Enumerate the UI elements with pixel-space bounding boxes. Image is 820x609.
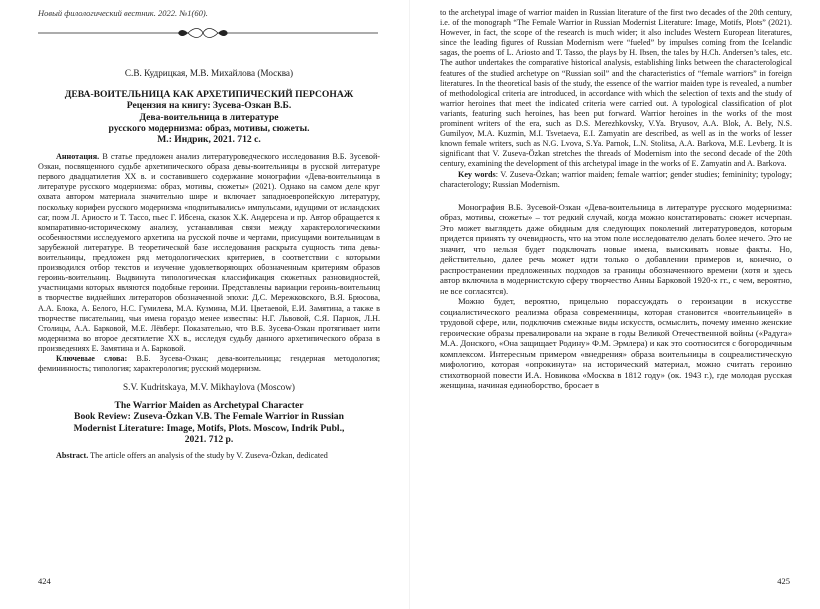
left-column <box>38 68 380 461</box>
title-en-line: 2021. 712 p. <box>184 433 234 445</box>
body-paragraph: Монография В.Б. Зусевой-Озкан «Дева-воительница в литературе русского модернизма: образ, мотивы, сюжеты» – тот редкий случай, когда можно констатировать: сюжет исчерпан. Это может выглядеть даже обидным для следующих поколений литературоведов, которым придется принять ту очевидность, что на этом поле исследователю делать более нечего. Это не значит, что нельзя будет подключать новые имена, выискивать новые факты. Но, действительно, далее речь может идти только о добавлении примеров и, конечно, о распространении предложенных подходов за границы обозначенного времени (хотя и здесь автор включила в модернистскую сферу творчество Анны Барковой 1920-х гг., с чем, вероятно, не все согласятся). <box>440 201 792 296</box>
running-head: Новый филологический вестник. 2022. №1(60). <box>38 8 208 18</box>
abstract-en-continued: to the archetypal image of warrior maiden in Russian literature of the first two decades of the 20th century, i.e. of the monograph “The Female Warrior in Russian Modernist Literature: Image, Motifs, Plots” (2021). However, in fact, the scope of the research is much wider; it also includes Western European literatures, since the leading figures of Russian Modernism were “fueled” by impulses coming from the Icelandic sagas, the poems of L. Ariosto and T. Tasso, the plays by H. Ibsen, the tales by H.Ch. Andersen’s tales, etc. The author undertakes the comparative historical analysis, establishing links between the characterological features of the studied archetype on “Russian soil” and the characteristics of “female warriors” in foreign literatures. In the theoretical basis of the study, the essence of the warrior maiden type is revealed, a number of methodological criteria are introduced, in accordance with which the selection of texts and the study of warrior heroines that meet the indicated criteria were carried out. A typological classification of plot variants, featuring such heroines, has been put forward. Warrior heroines in the works of the most prominent writers of the era, such as D.S. Merezhkovsky, V.Ya. Bryusov, A.A. Blok, A. Bely, N.S. Gumilyov, M.A. Kuzmin, M.I. Tsvetaeva, E.I. Zamyatin are described, as well as in the works of lesser known female writers, such as N.G. Lvova, S.Ya. Parnok, L.N. Stolitsa, A.A. Barkova, M.E. Levberg. It is significant that V. Zuseva-Özkan stretches the threads of Modernism into the second decade of the 20th century, examining the development of this archetypal image in the works of E. Zamyatin and A. Barkova. <box>440 8 792 169</box>
right-column <box>440 8 792 391</box>
title-ru <box>38 89 380 145</box>
keywords-en-label: Key words <box>458 169 496 179</box>
abstract-ru <box>38 152 380 354</box>
keywords-en <box>440 170 792 190</box>
abstract-en-label: Abstract. <box>56 451 89 461</box>
abstract-en-text: The article offers an analysis of the study by V. Zuseva-Özkan, dedicated <box>90 451 328 461</box>
authors-en: S.V. Kudritskaya, M.V. Mikhaylova (Moscow) <box>123 382 295 393</box>
title-en-line: The Warrior Maiden as Archetypal Character <box>114 400 304 412</box>
body-paragraph: Можно будет, вероятно, прицельно порассуждать о героизации в искусстве социалистического реализма образа современницы, которая становится «воительницей» в трудовой сфере, или, подключив смежные виды искусств, осмыслить, почему именно женские героические образы превалировали на экране в годы Великой Отечественной войны («Радуга» М.А. Донского, «Она защищает Родину» Ф.М. Эрмлера) и как это соотносится с богородичным комплексом. Интересным примером «внедрения» образа воительницы в соцреалистическую мифологию, которая «опрокинута» на исторический материал, можно считать героиню стихотворной повести И.А. Новикова «Москва в 1812 году» (ок. 1943 г.), где молодая русская женщина, начиная единоборство, бросает в <box>440 296 792 391</box>
title-en-line: Book Review: Zuseva-Özkan V.B. The Female Warrior in Russian <box>74 411 344 423</box>
abstract-en-start <box>38 451 380 461</box>
abstract-ru-text: В статье предложен анализ литературоведческого исследования В.Б. Зусевой-Озкан, посвященного судьбе архетипического образа девы-воительницы в русской литературе первого двадцатилетия XX в. и составившего содержание монографии «Дева-воительница в литературе русского модернизма: образ, мотивы, сюжеты» (2021). Однако на самом деле круг охвата автором материала значительно шире и включает западноевропейскую литературу, поскольку корифеи русского модернизма «подпитывались» импульсами, идущими от исландских саг, поэм Л. Ариосто и Т. Тассо, пьес Г. Ибсена, сказок Х.К. Андерсена и пр. Автор обращается к компаративно-историческому анализу, устанавливая связи между характерологическими особенностями исследуемого архетипа на русской почве и чертами, присущими воительницам в зарубежной литературе. В теоретической базе исследования раскрыта сущность типа девы-воительницы, предложен ряд методологических критериев, в соответствии с которыми производился отбор текстов и изучение удовлетворяющих обозначенным критериям образов героинь-воительниц. Выдвинута типологическая классификация сюжетных разновидностей, участницами которых являются подобные героини. Представлены вариации героинь-воительниц в творчестве виднейших литераторов обозначенной эпохи: Д.С. Мережковского, В.Я. Брюсова, А.А. Блока, А. Белого, Н.С. Гумилева, М.А. Кузмина, М.И. Цветаевой, Е.И. Замятина, а также в творчестве писательниц, чьи имена гораздо менее известны: Н.Г. Львовой, С.Я. Парнок, Л.Н. Столицы, А.А. Барковой, М.Е. Лёвберг. Показательно, что В.Б. Зусева-Озкан протягивает нити модернизма во второе десятилетие XX в., исследуя судьбу данного архетипического образа в произведениях Е. Замятина и А. Барковой. <box>38 152 381 353</box>
title-ru-line: русского модернизма: образ, мотивы, сюжеты. <box>108 122 310 134</box>
body-text <box>440 202 792 391</box>
title-ru-line: Рецензия на книгу: Зусева-Озкан В.Б. <box>126 100 292 112</box>
authors-ru: С.В. Кудрицкая, М.В. Михайлова (Москва) <box>124 68 294 78</box>
title-ru-line: Дева-воительница в литературе <box>139 111 279 123</box>
keywords-ru-label: Ключевые слова: <box>56 353 128 363</box>
title-en-line: Modernist Literature: Image, Motifs, Plots. Moscow, Indrik Publ., <box>73 422 345 434</box>
keywords-ru <box>38 354 380 374</box>
title-ru-line: М.: Индрик, 2021. 712 с. <box>157 133 261 145</box>
keywords-en-text: : V. Zuseva-Özkan; warrior maiden; female warrior; gender studies; femininity; typology; characterology; Russian Modernism. <box>440 169 792 189</box>
right-page <box>410 0 820 609</box>
page-number-left: 424 <box>38 576 51 586</box>
abstract-ru-label: Аннотация. <box>56 152 100 162</box>
page-number-right: 425 <box>777 576 790 586</box>
keywords-ru-text: В.Б. Зусева-Озкан; дева-воительница; гендерная методология; фемининность; типология; характерология; русский модернизм. <box>38 353 381 374</box>
title-ru-line: ДЕВА-ВОИТЕЛЬНИЦА КАК АРХЕТИПИЧЕСКИЙ ПЕРСОНАЖ <box>64 89 354 101</box>
ornament-divider <box>38 27 378 39</box>
title-en <box>38 400 380 445</box>
